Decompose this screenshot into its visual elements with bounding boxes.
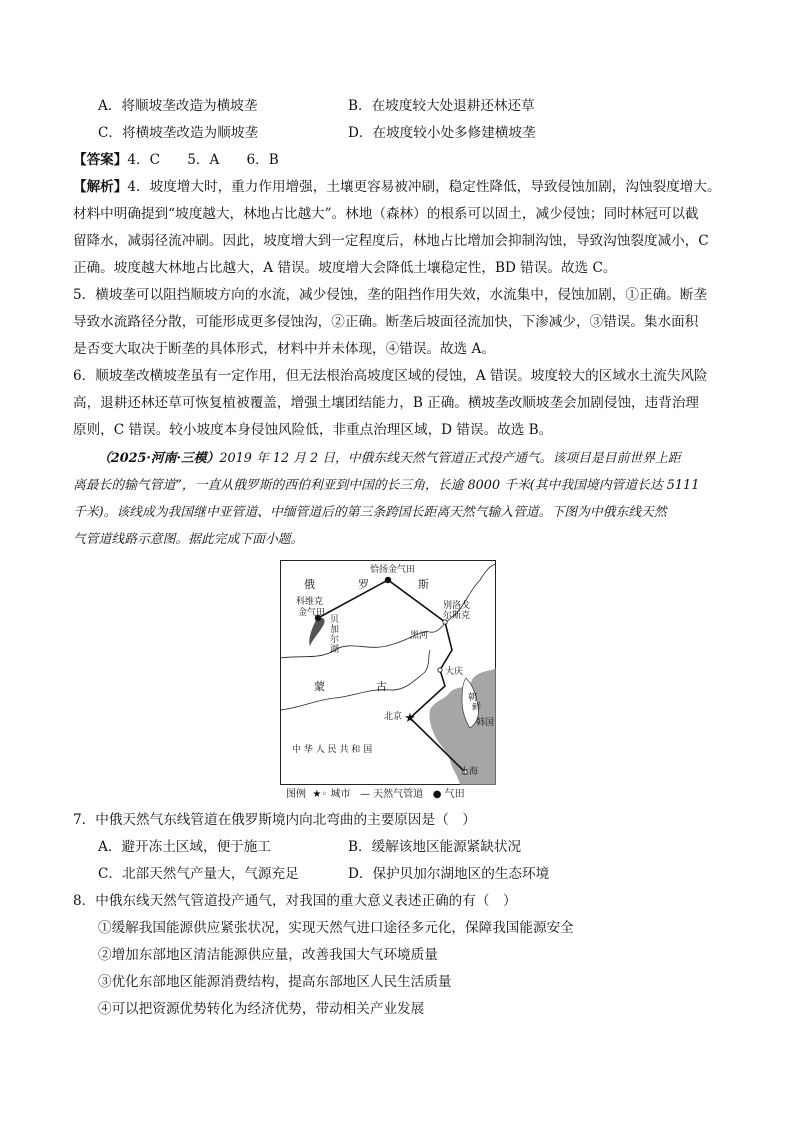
- city-daqing: [438, 668, 442, 672]
- passage-line-2: 离最长的输气管道”，一直从俄罗斯的西伯利亚到中国的长三角，长逾 8000 千米(其中我国境内管道长达 5111: [73, 478, 700, 493]
- analysis-line-8: 6．顺坡垄改横坡垄虽有一定作用，但无法根治高坡度区域的侵蚀，A 错误。坡度较大的区域水土流失风险: [73, 368, 708, 384]
- passage-line-4: 气管道线路示意图。据此完成下面小题。: [73, 532, 304, 547]
- passage-line-1: [98, 449, 758, 469]
- label-blagoveshchensk-2: 尔斯克: [443, 611, 471, 621]
- analysis-label: 【解析】: [73, 179, 128, 195]
- option-d-prev: D．在坡度较小处多修建横坡垄: [348, 125, 536, 141]
- label-baikal-1: 贝: [330, 615, 340, 625]
- label-rok: 韩国: [476, 718, 495, 728]
- label-baikal-4: 湖: [330, 645, 340, 655]
- label-kovykta-1: 科维克: [296, 597, 324, 607]
- label-blagoveshchensk-1: 别洛戈: [443, 601, 471, 611]
- legend-gasfield: 气田: [444, 789, 465, 800]
- legend-city: 城市: [330, 789, 351, 800]
- answer-line: [73, 150, 733, 170]
- analysis-line-5: 5．横坡垄可以阻挡顺坡方向的水流，减少侵蚀，垄的阻挡作用失效，水流集中，侵蚀加剧，①正确。断垄: [73, 287, 707, 303]
- label-russia-1: 俄: [304, 578, 317, 591]
- label-korea-2: 鲜: [472, 703, 482, 713]
- option-a-prev: A．将顺坡垄改造为横坡垄: [98, 98, 258, 114]
- label-russia-3: 斯: [418, 578, 431, 591]
- q7-option-a: A．避开冻土区域，便于施工: [98, 839, 271, 855]
- passage-source: （2025·河南·三模）: [98, 451, 220, 466]
- legend-gasfield-icon: ●: [432, 789, 442, 800]
- q8-item-4: ④可以把资源优势转化为经济优势，带动相关产业发展: [98, 1001, 425, 1017]
- label-chayanda: 恰扬金气田: [370, 565, 416, 575]
- legend-pipeline: 天然气管道: [373, 789, 424, 800]
- q8-item-1: ①缓解我国能源供应紧张状况，实现天然气进口途径多元化，保障我国能源安全: [98, 920, 574, 936]
- label-baikal-3: 尔: [330, 635, 340, 645]
- capital-star-icon: ★: [404, 711, 416, 726]
- analysis-line-10: 原则，C 错误。较小坡度本身侵蚀风险低，非重点治理区域，D 错误。故选 B。: [73, 422, 553, 438]
- legend-title: 图例: [286, 789, 306, 800]
- option-c-prev: C．将横坡垄改造为顺坡垄: [98, 125, 258, 141]
- label-russia-2: 罗: [358, 578, 371, 591]
- label-beijing: 北京: [384, 712, 403, 722]
- legend-pipeline-icon: —: [359, 789, 370, 800]
- analysis-line-4: 正确。坡度越大林地占比越大，A 错误。坡度增大会降低土壤稳定性，BD 错误。故选 C。: [73, 260, 617, 276]
- analysis-line-6: 导致水流路径分散，可能形成更多侵蚀沟，②正确。断垄后坡面径流加快，下渗减少，③错误。集水面积: [73, 314, 699, 330]
- analysis-line-1: [73, 177, 733, 197]
- q7-option-d: D．保护贝加尔湖地区的生态环境: [348, 866, 550, 882]
- answer-label: 【答案】: [73, 152, 128, 168]
- map-legend: [286, 788, 465, 802]
- passage-text-1: 2019 年 12 月 2 日，中俄东线天然气管道正式投产通气。该项目是目前世界上距: [219, 451, 681, 466]
- label-heihe: 黑河: [410, 631, 429, 641]
- q7-option-c: C．北部天然气产量大，气源充足: [98, 866, 299, 882]
- q8-stem: 8．中俄东线天然气管道投产通气，对我国的重大意义表述正确的有（ ）: [73, 893, 517, 909]
- analysis-line-7: 是否变大取决于断垄的具体形式，材料中并未体现，④错误。故选 A。: [73, 341, 495, 357]
- q8-item-2: ②增加东部地区清洁能源供应量，改善我国大气环境质量: [98, 947, 438, 963]
- analysis-text-1: 4．坡度增大时，重力作用增强，土壤更容易被冲刷，稳定性降低，导致侵蚀加剧，沟蚀裂度增大。: [127, 179, 721, 195]
- pipeline-map: [280, 560, 496, 785]
- analysis-line-9: 高，退耕还林还草可恢复植被覆盖，增强土壤团结能力，B 正确。横坡垄改顺坡垄会加剧侵蚀，违背治理: [73, 395, 700, 411]
- analysis-line-3: 留降水，减弱径流冲刷。因此，坡度增大到一定程度后，林地占比增加会抑制沟蚀，导致沟蚀裂度减小，C: [73, 233, 709, 249]
- option-b-prev: B．在坡度较大处退耕还林还草: [348, 98, 535, 114]
- q7-stem: 7．中俄天然气东线管道在俄罗斯境内向北弯曲的主要原因是（ ）: [73, 812, 476, 828]
- q7-option-b: B．缓解该地区能源紧缺状况: [348, 839, 522, 855]
- label-mongolia-2: 古: [376, 680, 389, 693]
- label-kovykta-2: 金气田: [298, 608, 326, 618]
- q8-item-3: ③优化东部地区能源消费结构，提高东部地区人民生活质量: [98, 974, 452, 990]
- passage-line-3: 千米)。该线成为我国继中亚管道、中缅管道后的第三条跨国长距离天然气输入管道。下图为中俄东线天然: [73, 505, 667, 520]
- gasfield-chayanda: [385, 577, 391, 583]
- label-mongolia-1: 蒙: [314, 680, 327, 693]
- answer-text: 4．C 5．A 6．B: [127, 152, 279, 168]
- label-shanghai: 上海: [460, 767, 479, 777]
- legend-city-icon: ★◦: [312, 789, 328, 800]
- label-china: 中 华 人 民 共 和 国: [292, 745, 373, 755]
- label-baikal-2: 加: [330, 625, 340, 635]
- label-korea-1: 朝: [468, 693, 478, 703]
- analysis-line-2: 材料中明确提到“坡度越大，林地占比越大”。林地（森林）的根系可以固土，减少侵蚀；同时林冠可以截: [73, 206, 699, 222]
- label-daqing: 大庆: [445, 667, 464, 677]
